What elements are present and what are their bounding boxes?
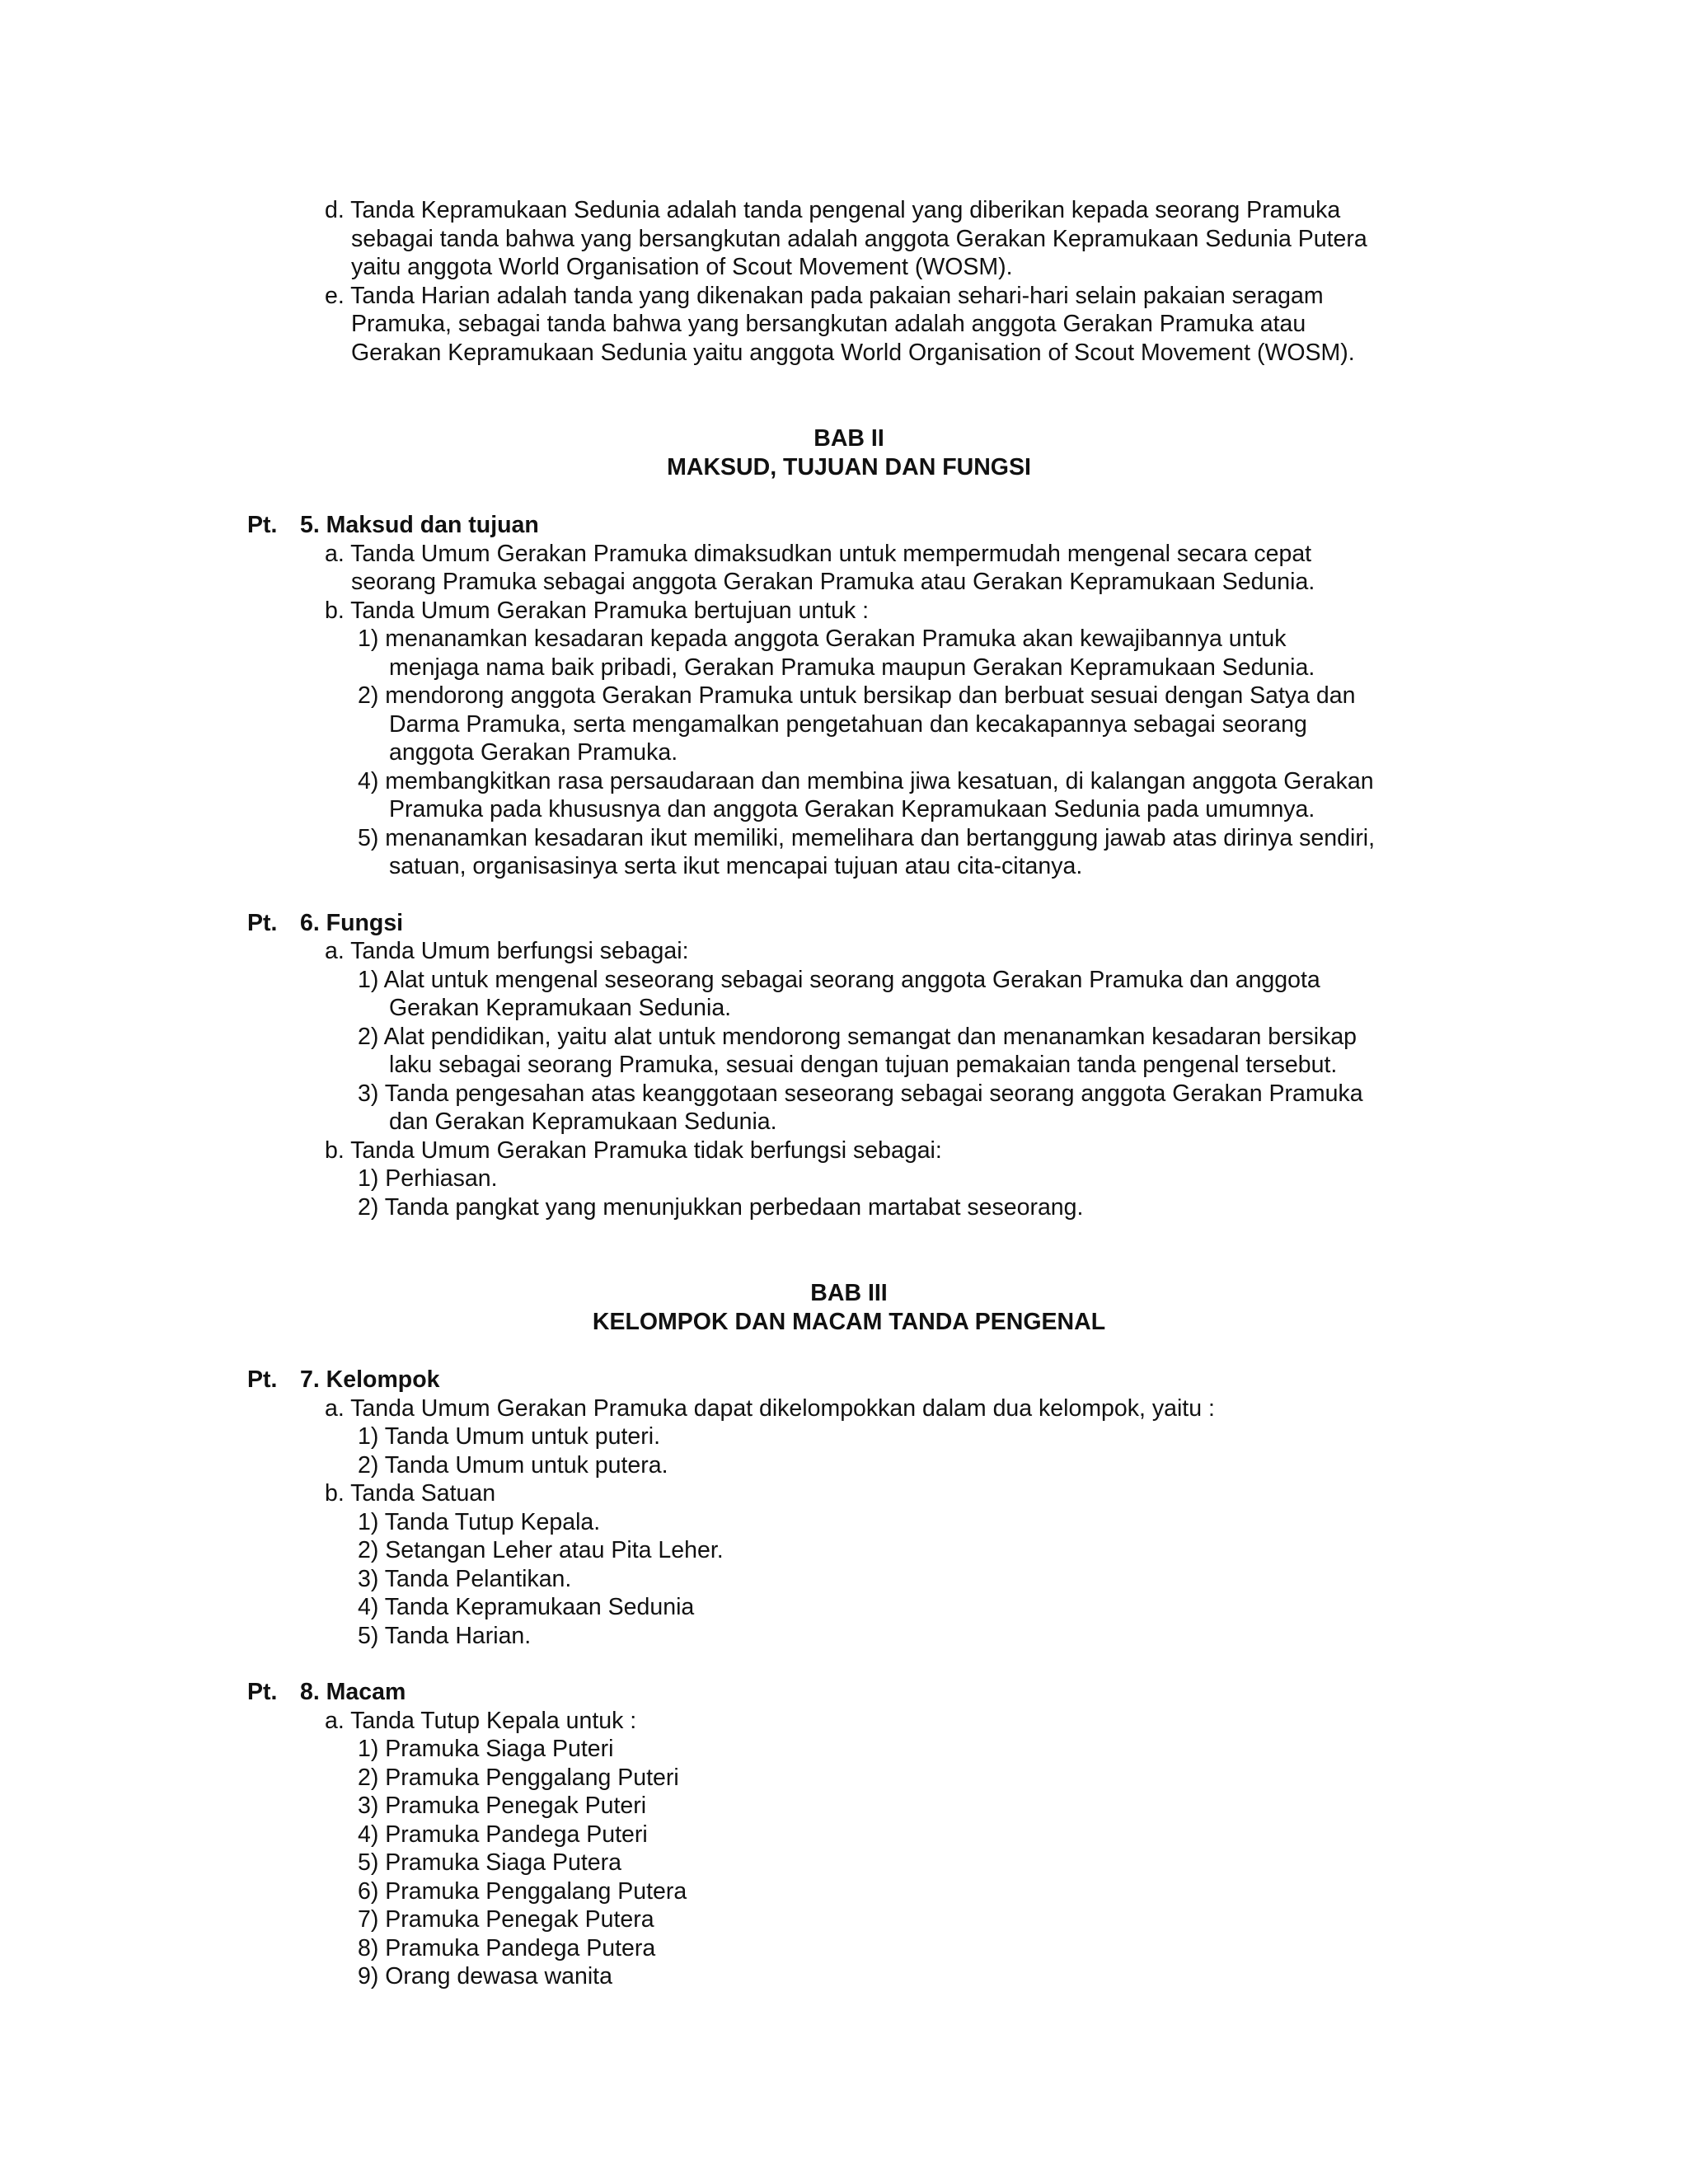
pt-heading: 5. Maksud dan tujuan bbox=[300, 512, 539, 538]
pt5-b: b. Tanda Umum Gerakan Pramuka bertujuan untuk : bbox=[325, 597, 870, 624]
pt8-a8: 8) Pramuka Pandega Putera bbox=[358, 1934, 656, 1961]
pt-heading: 6. Fungsi bbox=[300, 909, 404, 936]
pt8-a4: 4) Pramuka Pandega Puteri bbox=[358, 1821, 648, 1848]
pt5-b1-line-2: menjaga nama baik pribadi, Gerakan Pramuka maupun Gerakan Kepramukaan Sedunia. bbox=[389, 654, 1315, 681]
pt5-b2-line-1: 2) mendorong anggota Gerakan Pramuka untuk bersikap dan berbuat sesuai dengan Satya dan bbox=[358, 682, 1356, 709]
item-e bbox=[247, 282, 1451, 368]
item-d bbox=[247, 196, 1451, 282]
chapter-number: BAB II bbox=[814, 425, 884, 452]
chapter-number: BAB III bbox=[810, 1280, 888, 1306]
chapter-title: KELOMPOK DAN MACAM TANDA PENGENAL bbox=[592, 1308, 1106, 1335]
pt8-a2: 2) Pramuka Penggalang Puteri bbox=[358, 1764, 679, 1791]
pt6-a1-line-2: Gerakan Kepramukaan Sedunia. bbox=[389, 995, 732, 1021]
pt7-b5: 5) Tanda Harian. bbox=[358, 1622, 532, 1649]
pt5-b2-line-3: anggota Gerakan Pramuka. bbox=[389, 739, 678, 766]
pt7-b4: 4) Tanda Kepramukaan Sedunia bbox=[358, 1594, 695, 1620]
pt5-b4-line-1: 4) membangkitkan rasa persaudaraan dan membina jiwa kesatuan, di kalangan anggota Gerakan bbox=[358, 767, 1374, 794]
pt6-b: b. Tanda Umum Gerakan Pramuka tidak berfungsi sebagai: bbox=[325, 1137, 942, 1164]
pt6-a2-line-1: 2) Alat pendidikan, yaitu alat untuk mendorong semangat dan menanamkan kesadaran bersikap bbox=[358, 1023, 1357, 1050]
pt7-a1: 1) Tanda Umum untuk puteri. bbox=[358, 1423, 660, 1450]
item-e-line-2: Pramuka, sebagai tanda bahwa yang bersangkutan adalah anggota Gerakan Pramuka atau bbox=[351, 311, 1306, 337]
pt-label: Pt. bbox=[247, 512, 278, 538]
item-d-line-1: d. Tanda Kepramukaan Sedunia adalah tanda pengenal yang diberikan kepada seorang Pramuka bbox=[325, 197, 1341, 223]
pt8-a3: 3) Pramuka Penegak Puteri bbox=[358, 1793, 647, 1819]
section-heading-pt8 bbox=[247, 1678, 1451, 1707]
pt6-a3-line-1: 3) Tanda pengesahan atas keanggotaan seseorang sebagai seorang anggota Gerakan Pramuka bbox=[358, 1080, 1363, 1107]
pt6-a2-line-2: laku sebagai seorang Pramuka, sesuai dengan tujuan pemakaian tanda pengenal tersebut. bbox=[389, 1052, 1338, 1078]
pt7-b1: 1) Tanda Tutup Kepala. bbox=[358, 1508, 601, 1535]
pt7-a2: 2) Tanda Umum untuk putera. bbox=[358, 1451, 668, 1479]
chapter-title: MAKSUD, TUJUAN DAN FUNGSI bbox=[667, 453, 1031, 480]
pt8-a1: 1) Pramuka Siaga Puteri bbox=[358, 1736, 614, 1762]
pt-label: Pt. bbox=[247, 909, 278, 936]
pt7-a: a. Tanda Umum Gerakan Pramuka dapat dikelompokkan dalam dua kelompok, yaitu : bbox=[325, 1394, 1215, 1422]
pt7-b2: 2) Setangan Leher atau Pita Leher. bbox=[358, 1537, 724, 1563]
pt5-a-line-1: a. Tanda Umum Gerakan Pramuka dimaksudkan untuk mempermudah mengenal secara cepat bbox=[325, 540, 1312, 567]
item-d-line-2: sebagai tanda bahwa yang bersangkutan adalah anggota Gerakan Kepramukaan Sedunia Putera bbox=[351, 225, 1367, 252]
pt-heading: 7. Kelompok bbox=[300, 1366, 440, 1393]
pt8-a: a. Tanda Tutup Kepala untuk : bbox=[325, 1707, 637, 1734]
pt7-b3: 3) Tanda Pelantikan. bbox=[358, 1565, 572, 1592]
pt-heading: 8. Macam bbox=[300, 1679, 406, 1705]
pt5-b2-line-2: Darma Pramuka, serta mengamalkan pengetahuan dan kecakapannya sebagai seorang bbox=[389, 710, 1307, 738]
pt6-a: a. Tanda Umum berfungsi sebagai: bbox=[325, 938, 689, 964]
pt5-a-line-2: seorang Pramuka sebagai anggota Gerakan Pramuka atau Gerakan Kepramukaan Sedunia. bbox=[351, 569, 1315, 595]
pt-label: Pt. bbox=[247, 1366, 278, 1393]
pt5-b1-line-1: 1) menanamkan kesadaran kepada anggota Gerakan Pramuka akan kewajibannya untuk bbox=[358, 626, 1287, 652]
pt-label: Pt. bbox=[247, 1679, 278, 1705]
pt6-b2: 2) Tanda pangkat yang menunjukkan perbedaan martabat seseorang. bbox=[358, 1193, 1084, 1221]
pt6-b1: 1) Perhiasan. bbox=[358, 1165, 498, 1192]
pt6-a3-line-2: dan Gerakan Kepramukaan Sedunia. bbox=[389, 1108, 777, 1135]
item-d-line-3: yaitu anggota World Organisation of Scout Movement (WOSM). bbox=[351, 254, 1013, 280]
pt6-a1-line-1: 1) Alat untuk mengenal seseorang sebagai seorang anggota Gerakan Pramuka dan anggota bbox=[358, 966, 1320, 993]
section-heading-pt5 bbox=[247, 511, 1451, 540]
document-page bbox=[247, 196, 1451, 1991]
section-heading-pt7 bbox=[247, 1366, 1451, 1394]
item-e-line-1: e. Tanda Harian adalah tanda yang dikenakan pada pakaian sehari-hari selain pakaian seragam bbox=[325, 282, 1324, 309]
pt5-b4-line-2: Pramuka pada khususnya dan anggota Gerakan Kepramukaan Sedunia pada umumnya. bbox=[389, 796, 1315, 823]
pt7-b: b. Tanda Satuan bbox=[325, 1480, 496, 1507]
pt5-b5-line-2: satuan, organisasinya serta ikut mencapai tujuan atau cita-citanya. bbox=[389, 853, 1083, 879]
section-heading-pt6 bbox=[247, 909, 1451, 938]
pt8-a9: 9) Orang dewasa wanita bbox=[358, 1963, 612, 1990]
pt8-a6: 6) Pramuka Penggalang Putera bbox=[358, 1877, 687, 1905]
pt8-a5: 5) Pramuka Siaga Putera bbox=[358, 1849, 621, 1876]
pt8-a7: 7) Pramuka Penegak Putera bbox=[358, 1906, 654, 1933]
item-e-line-3: Gerakan Kepramukaan Sedunia yaitu anggota World Organisation of Scout Movement (WOSM). bbox=[351, 339, 1355, 366]
pt5-b5-line-1: 5) menanamkan kesadaran ikut memiliki, memelihara dan bertanggung jawab atas dirinya sendiri, bbox=[358, 824, 1376, 851]
